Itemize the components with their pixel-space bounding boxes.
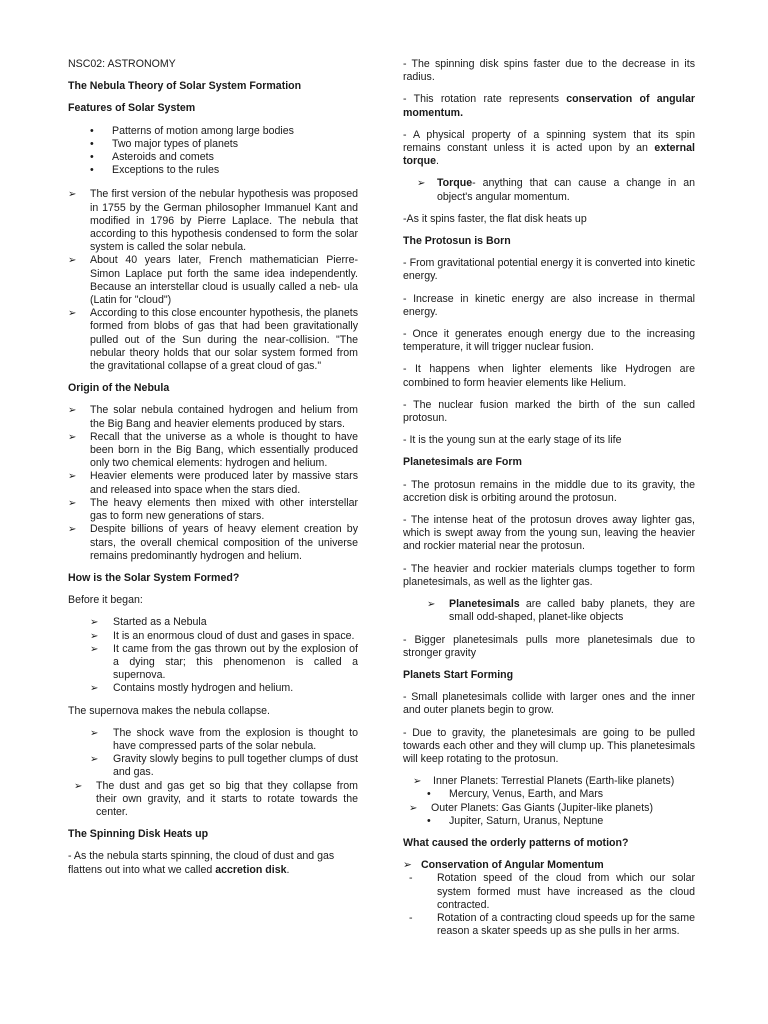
arrow-bullet-icon: ➢ <box>68 471 77 483</box>
list-item: - Rotation of a contracting cloud speeds up for the same reason a skater speeds up as she pulls in her arms. <box>409 911 695 938</box>
arrow-bullet-icon: ➢ <box>90 683 99 695</box>
bullet-icon: • <box>90 151 94 164</box>
spinning-paragraph-3: - This rotation rate represents conservation of angular momentum. <box>403 93 695 119</box>
arrow-bullet-icon: ➢ <box>68 431 77 443</box>
list-item: ➢ Recall that the universe as a whole is thought to have been born in the Big Bang, which essentially produced only two chemical elements: hydrogen and helium. <box>68 430 358 470</box>
document-title: The Nebula Theory of Solar System Formation <box>68 80 302 93</box>
protosun-item: - It is the young sun at the early stage of its life <box>403 434 622 447</box>
planetesimals-item: - The heavier and rockier materials clumps together to form planetesimals, as well as the lighter gas. <box>403 562 695 588</box>
patterns-heading: What caused the orderly patterns of motion? <box>403 836 629 849</box>
arrow-bullet-icon: ➢ <box>68 308 77 320</box>
formed-heading: How is the Solar System Formed? <box>68 571 240 584</box>
arrow-bullet-icon: ➢ <box>90 754 99 766</box>
arrow-bullet-icon: ➢ <box>90 630 99 642</box>
course-code: NSC02: ASTRONOMY <box>68 58 176 70</box>
arrow-bullet-icon: ➢ <box>403 859 412 872</box>
planetesimals-heading: Planetesimals are Form <box>403 456 522 469</box>
spinning-paragraph-2: - The spinning disk spins faster due to the decrease in its radius. <box>403 58 695 84</box>
before-list <box>68 616 358 695</box>
arrow-bullet-icon: ➢ <box>68 524 77 536</box>
list-item: ➢ The dust and gas get so big that they collapse from their own gravity, and it starts to rotate towards the center. <box>74 779 358 818</box>
list-item: • Patterns of motion among large bodies <box>90 124 294 137</box>
list-item: ➢ Despite billions of years of heavy element creation by stars, the overall chemical composition of the universe remains predominantly hydrogen and helium. <box>68 523 358 562</box>
planets-item: - Small planetesimals collide with larger ones and the inner and outer planets begin to grow. <box>403 691 695 717</box>
collapse-text: The supernova makes the nebula collapse. <box>68 704 270 717</box>
planets-heading: Planets Start Forming <box>403 668 514 681</box>
list-item: • Two major types of planets <box>90 137 239 150</box>
arrow-bullet-icon: ➢ <box>74 780 83 792</box>
arrow-bullet-icon: ➢ <box>68 255 77 267</box>
list-item: ➢ It came from the gas thrown out by the explosion of a dying star; this phenomenon is called a supernova. <box>90 642 358 682</box>
arrow-bullet-icon: ➢ <box>68 497 77 509</box>
list-item: ➢ Started as a Nebula <box>90 616 207 629</box>
features-heading: Features of Solar System <box>68 102 196 115</box>
arrow-bullet-icon: ➢ <box>90 617 99 629</box>
inner-planets-item: ➢ Inner Planets: Terrestial Planets (Earth-like planets) <box>413 775 675 788</box>
protosun-item: - It happens when lighter elements like Hydrogen are combined to form heavier elements like Helium. <box>403 363 695 389</box>
features-list <box>68 125 358 178</box>
collapse-list <box>68 727 358 780</box>
list-item: - Rotation speed of the cloud from which our solar system formed must have increased as the cloud contracted. <box>409 872 695 911</box>
protosun-item: - The nuclear fusion marked the birth of the sun called protosun. <box>403 398 695 425</box>
arrow-bullet-icon: ➢ <box>90 643 99 655</box>
arrow-bullet-icon: ➢ <box>68 405 77 417</box>
planetesimals-item: - The protosun remains in the middle due to its gravity, the accretion disk is orbiting around the protosun. <box>403 478 695 504</box>
list-item: ➢ Contains mostly hydrogen and helium. <box>90 682 294 695</box>
planetesimals-last: - Bigger planetesimals pulls more planetesimals due to stronger gravity <box>403 633 695 659</box>
spinning-paragraph-5: -As it spins faster, the flat disk heats up <box>403 212 587 225</box>
right-column <box>403 58 695 938</box>
outer-planets-item: ➢ Outer Planets: Gas Giants (Jupiter-like planets) <box>409 801 653 814</box>
arrow-bullet-icon: ➢ <box>417 178 426 190</box>
planet-types-list <box>403 775 695 828</box>
protosun-item: - From gravitational potential energy it is converted into kinetic energy. <box>403 257 695 283</box>
origin-heading: Origin of the Nebula <box>68 382 170 395</box>
conservation-subheading: ➢ Conservation of Angular Momentum <box>403 859 604 872</box>
arrow-bullet-icon: ➢ <box>68 189 77 201</box>
list-item: ➢ About 40 years later, French mathematician Pierre-Simon Laplace put forth the same idea independently. Because an interstellar cloud is usually called a neb- ula (Latin for "cloud") <box>68 254 358 307</box>
list-item: ➢ The solar nebula contained hydrogen and helium from the Big Bang and heavier elements produced by stars. <box>68 404 358 430</box>
history-list <box>68 188 358 373</box>
arrow-bullet-icon: ➢ <box>90 727 99 739</box>
bullet-icon: • <box>90 137 94 150</box>
dash-bullet-icon: - <box>409 911 413 924</box>
bullet-icon: • <box>427 814 431 827</box>
list-item: ➢ The first version of the nebular hypothesis was proposed in 1755 by the German philosopher Immanuel Kant and modified in 1796 by Pierre Laplace. The nebula that according to this hypothesis condensed to form the solar system is called the solar nebula. <box>68 188 358 254</box>
planets-item: - Due to gravity, the planetesimals are going to be pulled towards each other and they will clump up. This planetesimals will keep rotating to the protosun. <box>403 726 695 765</box>
bullet-icon: • <box>427 788 431 801</box>
left-column <box>68 58 358 886</box>
arrow-bullet-icon: ➢ <box>427 599 436 611</box>
bullet-icon: • <box>90 164 94 177</box>
formed-intro: Before it began: <box>68 594 143 607</box>
protosun-item: - Increase in kinetic energy are also increase in thermal energy. <box>403 292 695 318</box>
torque-definition: ➢ Torque- anything that can cause a change in an object's angular momentum. <box>417 177 695 203</box>
inner-planets-list: • Mercury, Venus, Earth, and Mars <box>427 788 604 801</box>
planetesimals-definition: ➢ Planetesimals are called baby planets, they are small odd-shaped, planet-like objects <box>427 598 695 624</box>
list-item: • Exceptions to the rules <box>90 164 220 177</box>
spinning-paragraph-4: - A physical property of a spinning system that its spin remains constant unless it is acted upon by an external torque. <box>403 128 695 168</box>
list-item: ➢ Gravity slowly begins to pull together clumps of dust and gas. <box>90 753 358 779</box>
spinning-heading: The Spinning Disk Heats up <box>68 828 209 841</box>
origin-list <box>68 404 358 562</box>
spinning-paragraph-1: - As the nebula starts spinning, the cloud of dust and gas flattens out into what we called accretion disk. <box>68 850 335 876</box>
protosun-item: - Once it generates enough energy due to the increasing temperature, it will trigger nuclear fusion. <box>403 328 695 354</box>
planetesimals-item: - The intense heat of the protosun droves away lighter gas, which is swept away from the young sun, leaving the heavier and rockier material near the protosun. <box>403 514 695 553</box>
arrow-bullet-icon: ➢ <box>413 776 422 788</box>
bullet-icon: • <box>90 124 94 137</box>
list-item: ➢ According to this close encounter hypothesis, the planets formed from blobs of gas that had been gravitationally pulled out of the Sun during the near-collision. "The nebular theory holds that our solar system formed from the gravitational collapse of a great cloud of gas." <box>68 307 358 373</box>
dash-bullet-icon: - <box>409 872 413 885</box>
list-item: • Asteroids and comets <box>90 151 214 164</box>
list-item: ➢ Heavier elements were produced later by massive stars and released into space when the stars died. <box>68 470 358 496</box>
list-item: ➢ The heavy elements then mixed with other interstellar gas to form new generations of stars. <box>68 496 358 523</box>
outer-planets-list: • Jupiter, Saturn, Uranus, Neptune <box>427 814 604 827</box>
protosun-heading: The Protosun is Born <box>403 235 511 248</box>
collapse-last-list <box>68 780 358 820</box>
list-item: ➢ It is an enormous cloud of dust and gases in space. <box>90 629 355 642</box>
arrow-bullet-icon: ➢ <box>409 802 418 814</box>
list-item: ➢ The shock wave from the explosion is thought to have compressed parts of the solar nebula. <box>90 726 358 752</box>
